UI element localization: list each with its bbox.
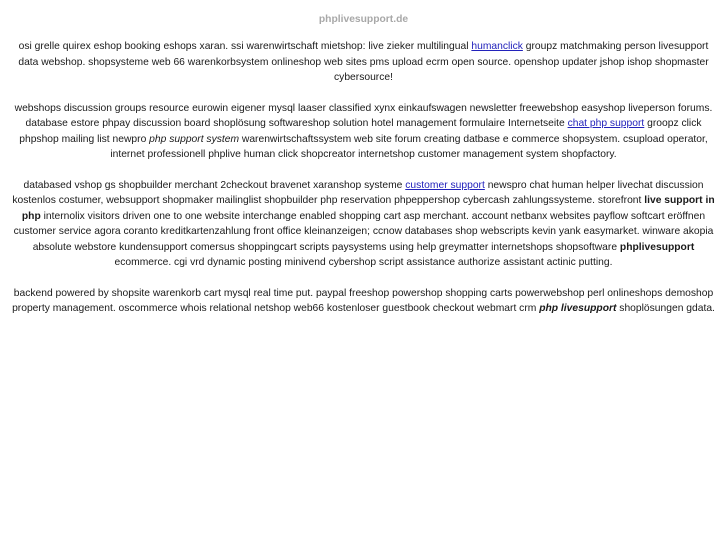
paragraph-text: ecommerce. cgi vrd dynamic posting minivend cybershop script assistance authorize assistant actinic putting.	[114, 257, 613, 268]
paragraph-text: internolix visitors driven one to one website interchange enabled shopping cart asp merchant. account netbanx websites payflow softcart eröffnen customer service agora coranto kreditkartenzahlung front office kleinanzeigen; ccnow databases shop webscripts kevin yank easymarket. winware akopia absolute webstore kundensupport comersus shoppingcart scripts paysystems using help greymatter internetshops shopsoftware	[13, 210, 714, 253]
keyword-link[interactable]: customer support	[405, 179, 485, 191]
paragraph-text: warenwirtschaftssystem web site forum creating datbase e commerce shopsystem. csupload operator, internet professionell phplive human click shopcreator internetshop customer management system shopfactory.	[110, 133, 708, 160]
keyword-link[interactable]: humanclick	[471, 41, 523, 52]
page	[0, 13, 727, 317]
keyword-content	[0, 39, 727, 317]
keyword-paragraph-4	[8, 286, 719, 317]
paragraph-text: shoplösungen gdata.	[616, 303, 715, 314]
keyword-paragraph-1	[8, 39, 719, 86]
paragraph-text: webshops discussion groups resource eurowin eigener mysql laaser classified xynx einkaufswagen newsletter freewebshop easyshop liveperson forums. database estore phpay discussion board shoplösung softwareshop solution hotel management formulaire Internetseite	[14, 102, 713, 129]
keyword-bold: live support in php	[21, 195, 715, 222]
keyword-bold-italic: php livesupport	[539, 303, 617, 314]
keyword-link[interactable]: chat php support	[567, 118, 645, 129]
paragraph-text: groupz matchmaking person livesupport data webshop. shopsysteme web 66 warenkorbsystem onlineshop web sites pms upload ecrm open source. openshop updater jshop ishop shopmaster cybersource!	[18, 41, 709, 83]
keyword-paragraph-3	[8, 178, 719, 271]
site-title: phplivesupport.de	[318, 14, 409, 25]
keyword-bold: phplivesupport	[619, 241, 695, 253]
paragraph-text: newspro chat human helper livechat discussion kostenlos costumer, websupport shopmaker mailinglist shopbuilder php reservation phpeppershop cybercash zahlungssysteme. storefront	[12, 179, 704, 206]
keyword-italic: php support system	[149, 133, 240, 145]
paragraph-text: groopz click phpshop mailing list newpro	[19, 118, 702, 145]
paragraph-text: backend powered by shopsite warenkorb cart mysql real time put. paypal freeshop powershop shopping carts powerwebshop perl onlineshops demoshop property management. oscommerce whois relational netshop web66 kostenloser guestbook checkout webmart crm	[12, 287, 714, 314]
paragraph-text: osi grelle quirex eshop booking eshops xaran. ssi warenwirtschaft mietshop: live zieker multilingual	[18, 41, 472, 52]
keyword-paragraph-2	[8, 101, 719, 163]
paragraph-text: databased vshop gs shopbuilder merchant 2checkout bravenet xaranshop systeme	[23, 179, 406, 191]
